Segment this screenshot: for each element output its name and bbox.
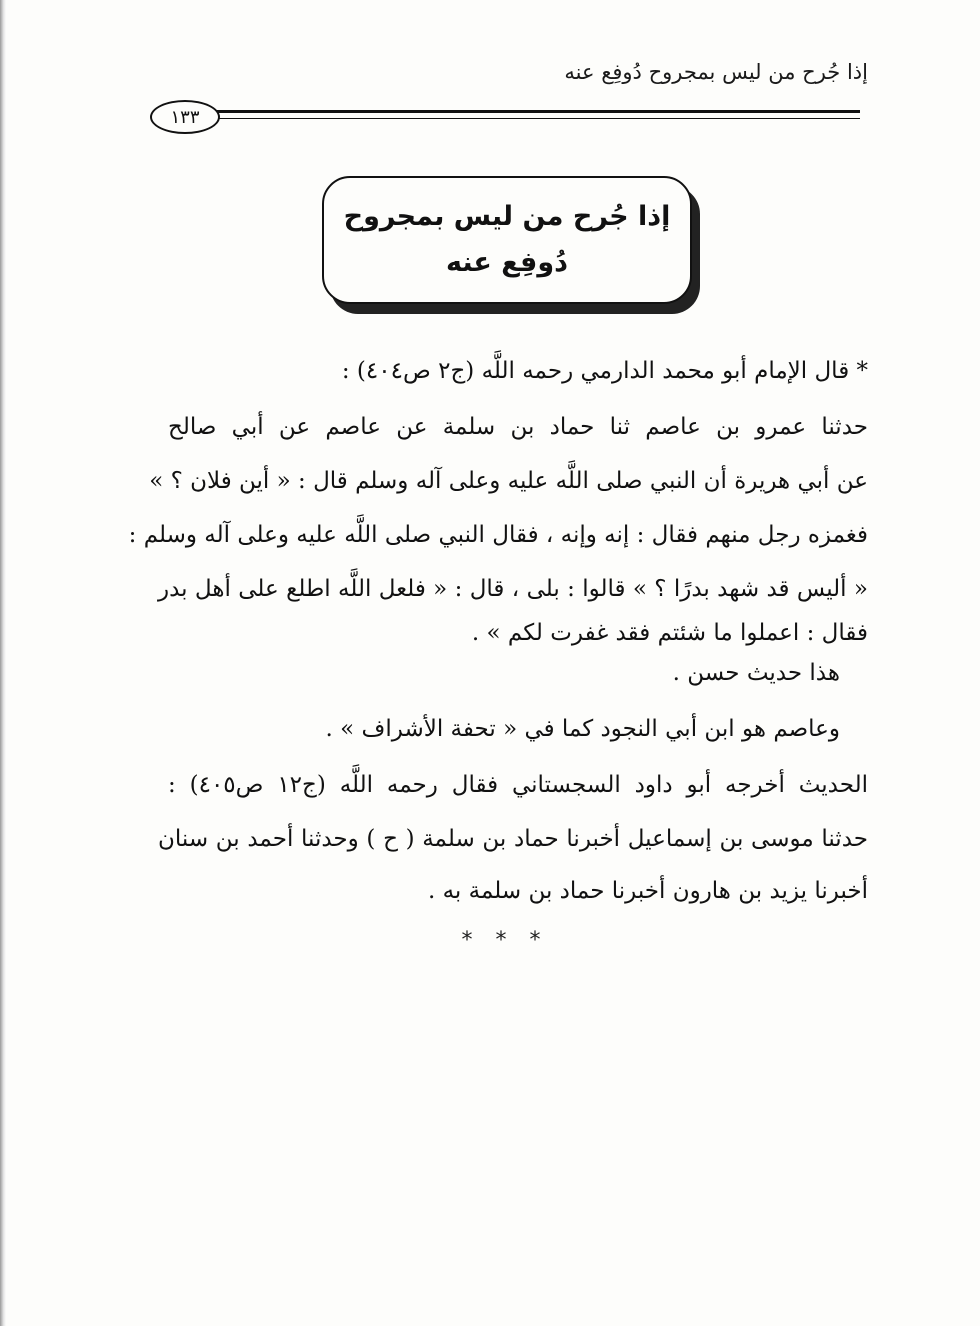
page-number: ١٣٣ bbox=[150, 100, 220, 134]
text-line: هذا حديث حسن . bbox=[672, 660, 840, 686]
chapter-title-box bbox=[322, 176, 692, 304]
text-line: الحديث أخرجه أبو داود السجستاني فقال رحمه اللَّه (ج١٢ ص٤٠٥) : bbox=[168, 772, 868, 798]
text-line: أخبرنا يزيد بن هارون أخبرنا حماد بن سلمة به . bbox=[427, 878, 868, 904]
chapter-title-line-1: إذا جُرح من ليس بمجروح bbox=[343, 201, 671, 232]
header-rule bbox=[206, 110, 860, 113]
text-line: فغمزه رجل منهم فقال : إنه وإنه ، فقال النبي صلى اللَّه عليه وعلى آله وسلم : bbox=[128, 522, 868, 548]
running-header: إذا جُرح من ليس بمجروح دُوفِع عنه bbox=[564, 60, 868, 84]
text-line: فقال : اعملوا ما شئتم فقد غفرت لكم » . bbox=[471, 620, 868, 646]
text-line: وعاصم هو ابن أبي النجود كما في « تحفة الأشراف » . bbox=[325, 716, 840, 742]
text-line: « أليس قد شهد بدرًا ؟ » قالوا : بلى ، قال : « فلعل اللَّه اطلع على أهل بدر bbox=[158, 576, 868, 602]
text-line: حدثنا عمرو بن عاصم ثنا حماد بن سلمة عن عاصم عن أبي صالح bbox=[168, 414, 868, 440]
text-line: حدثنا موسى بن إسماعيل أخبرنا حماد بن سلمة ( ح ) وحدثنا أحمد بن سنان bbox=[158, 826, 868, 852]
text-line: * قال الإمام أبو محمد الدارمي رحمه اللَّه (ج٢ ص٤٠٤) : bbox=[341, 358, 868, 384]
header-rule-thin bbox=[206, 118, 860, 119]
section-ornament: * * * bbox=[461, 928, 549, 953]
text-line: عن أبي هريرة أن النبي صلى اللَّه عليه وعلى آله وسلم قال : « أين فلان ؟ » bbox=[149, 468, 868, 494]
scan-edge-shadow bbox=[0, 0, 6, 1326]
chapter-title-line-2: دُوفِع عنه bbox=[445, 247, 568, 278]
